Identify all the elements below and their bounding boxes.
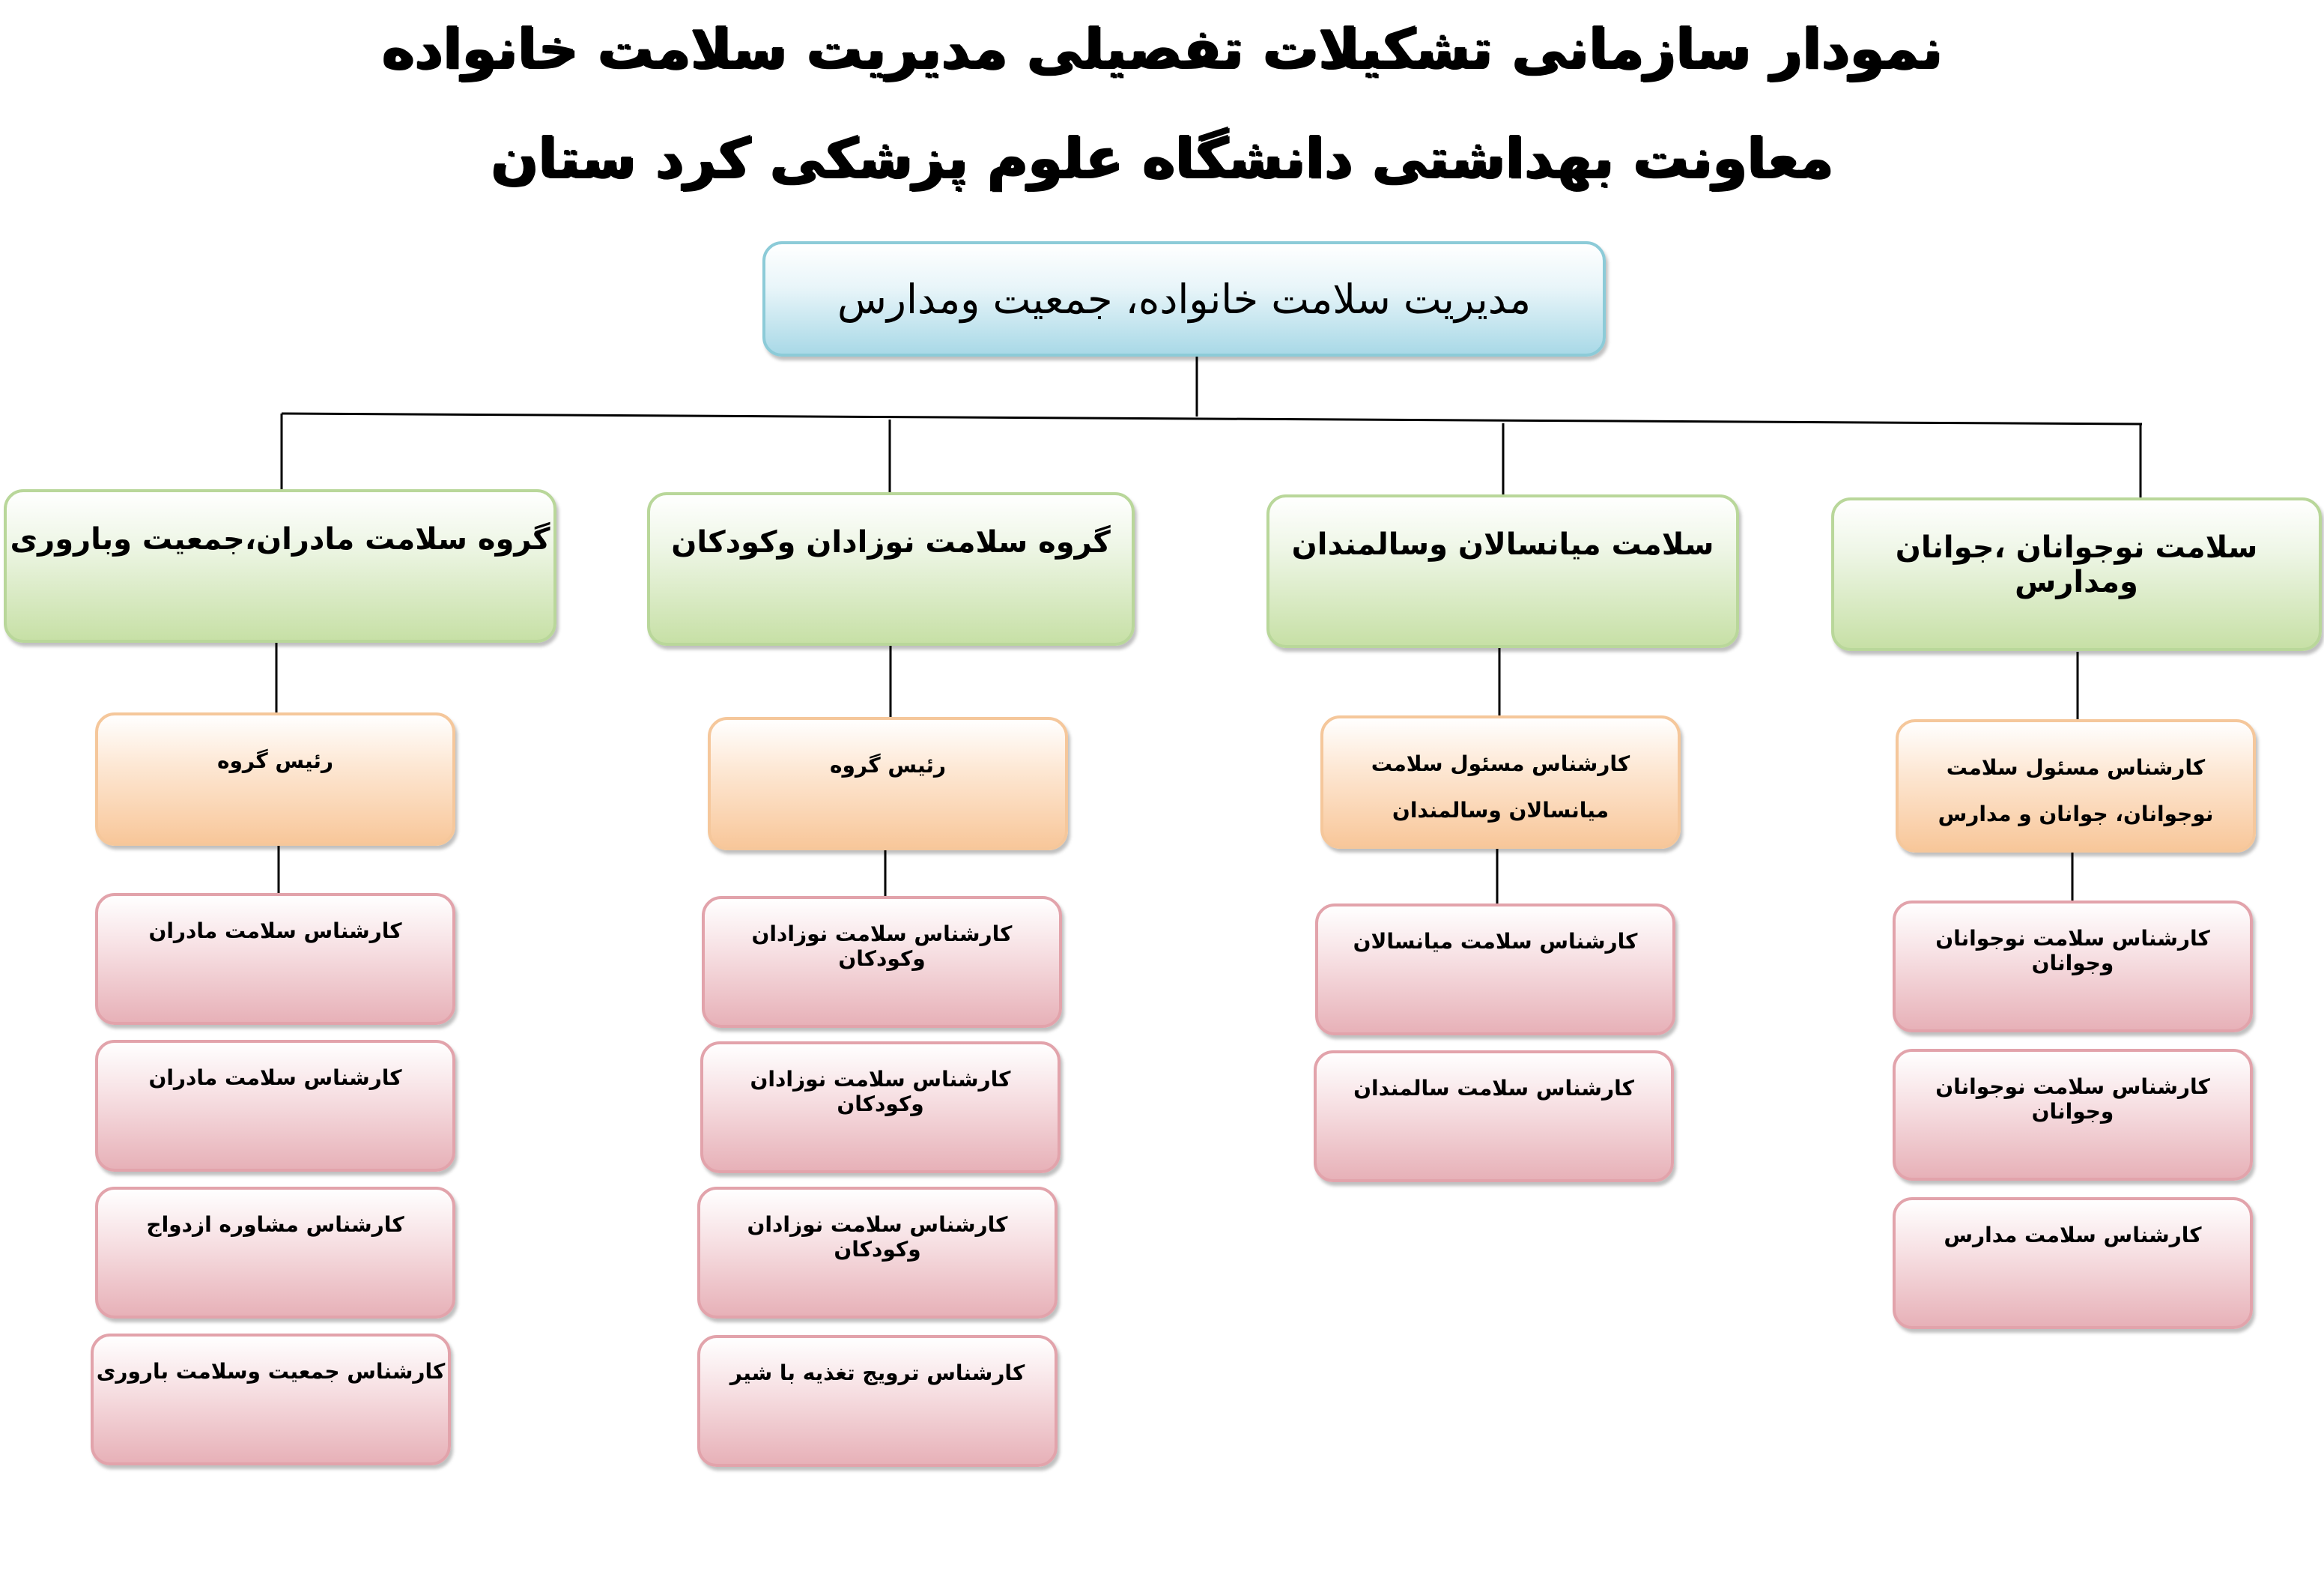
staff-node-elderly: کارشناس سلامت سالمندان xyxy=(1314,1050,1674,1182)
staff-node-adolescent-youth-2: کارشناس سلامت نوجوانان وجوانان xyxy=(1893,1049,2253,1181)
head-node-newborn-child-health: رئیس گروه xyxy=(708,717,1068,850)
head-node-adolescent-youth-school-health: کارشناس مسئول سلامت نوجوانان، جوانان و مدارس xyxy=(1896,719,2256,853)
root-node-family-health-management: مدیریت سلامت خانواده، جمعیت ومدارس xyxy=(762,241,1606,357)
staff-node-breastfeeding-promotion: کارشناس ترویج تغذیه با شیر xyxy=(697,1335,1058,1467)
staff-node-newborn-1: کارشناس سلامت نوزادان وکودکان xyxy=(702,896,1062,1028)
staff-node-adolescent-youth-1: کارشناس سلامت نوجوانان وجوانان xyxy=(1893,901,2253,1032)
staff-node-newborn-3: کارشناس سلامت نوزادان وکودکان xyxy=(697,1187,1058,1319)
chart-title-line-2: معاونت بهداشتی دانشگاه علوم پزشکی کرد ستان xyxy=(491,126,1833,190)
group-node-middle-aged-elderly-health: سلامت میانسالان وسالمندان xyxy=(1266,494,1739,648)
head-node-middle-aged-elderly-health: کارشناس مسئول سلامت میانسالان وسالمندان xyxy=(1320,715,1681,849)
staff-node-maternal-2: کارشناس سلامت مادران xyxy=(95,1040,455,1172)
staff-node-school-health: کارشناس سلامت مدارس xyxy=(1893,1197,2253,1329)
chart-title-line-1: نمودار سازمانی تشکیلات تفصیلی مدیریت سلامت خانواده xyxy=(381,16,1943,81)
staff-node-population-fertility: کارشناس جمعیت وسلامت باروری xyxy=(91,1334,451,1465)
group-node-maternal-health: گروه سلامت مادران،جمعیت وباروری xyxy=(4,489,556,643)
head-node-maternal-health: رئیس گروه xyxy=(95,712,455,846)
staff-node-marriage-counseling: کارشناس مشاوره ازدواج xyxy=(95,1187,455,1319)
group-node-adolescent-youth-school-health: سلامت نوجوانان ،جوانان ومدارس xyxy=(1831,497,2322,651)
group-node-newborn-child-health: گروه سلامت نوزادان وکودکان xyxy=(647,492,1135,646)
staff-node-newborn-2: کارشناس سلامت نوزادان وکودکان xyxy=(700,1041,1061,1173)
staff-node-middle-aged: کارشناس سلامت میانسالان xyxy=(1315,904,1675,1035)
horizontal-bus xyxy=(282,414,2142,424)
staff-node-maternal-1: کارشناس سلامت مادران xyxy=(95,893,455,1025)
